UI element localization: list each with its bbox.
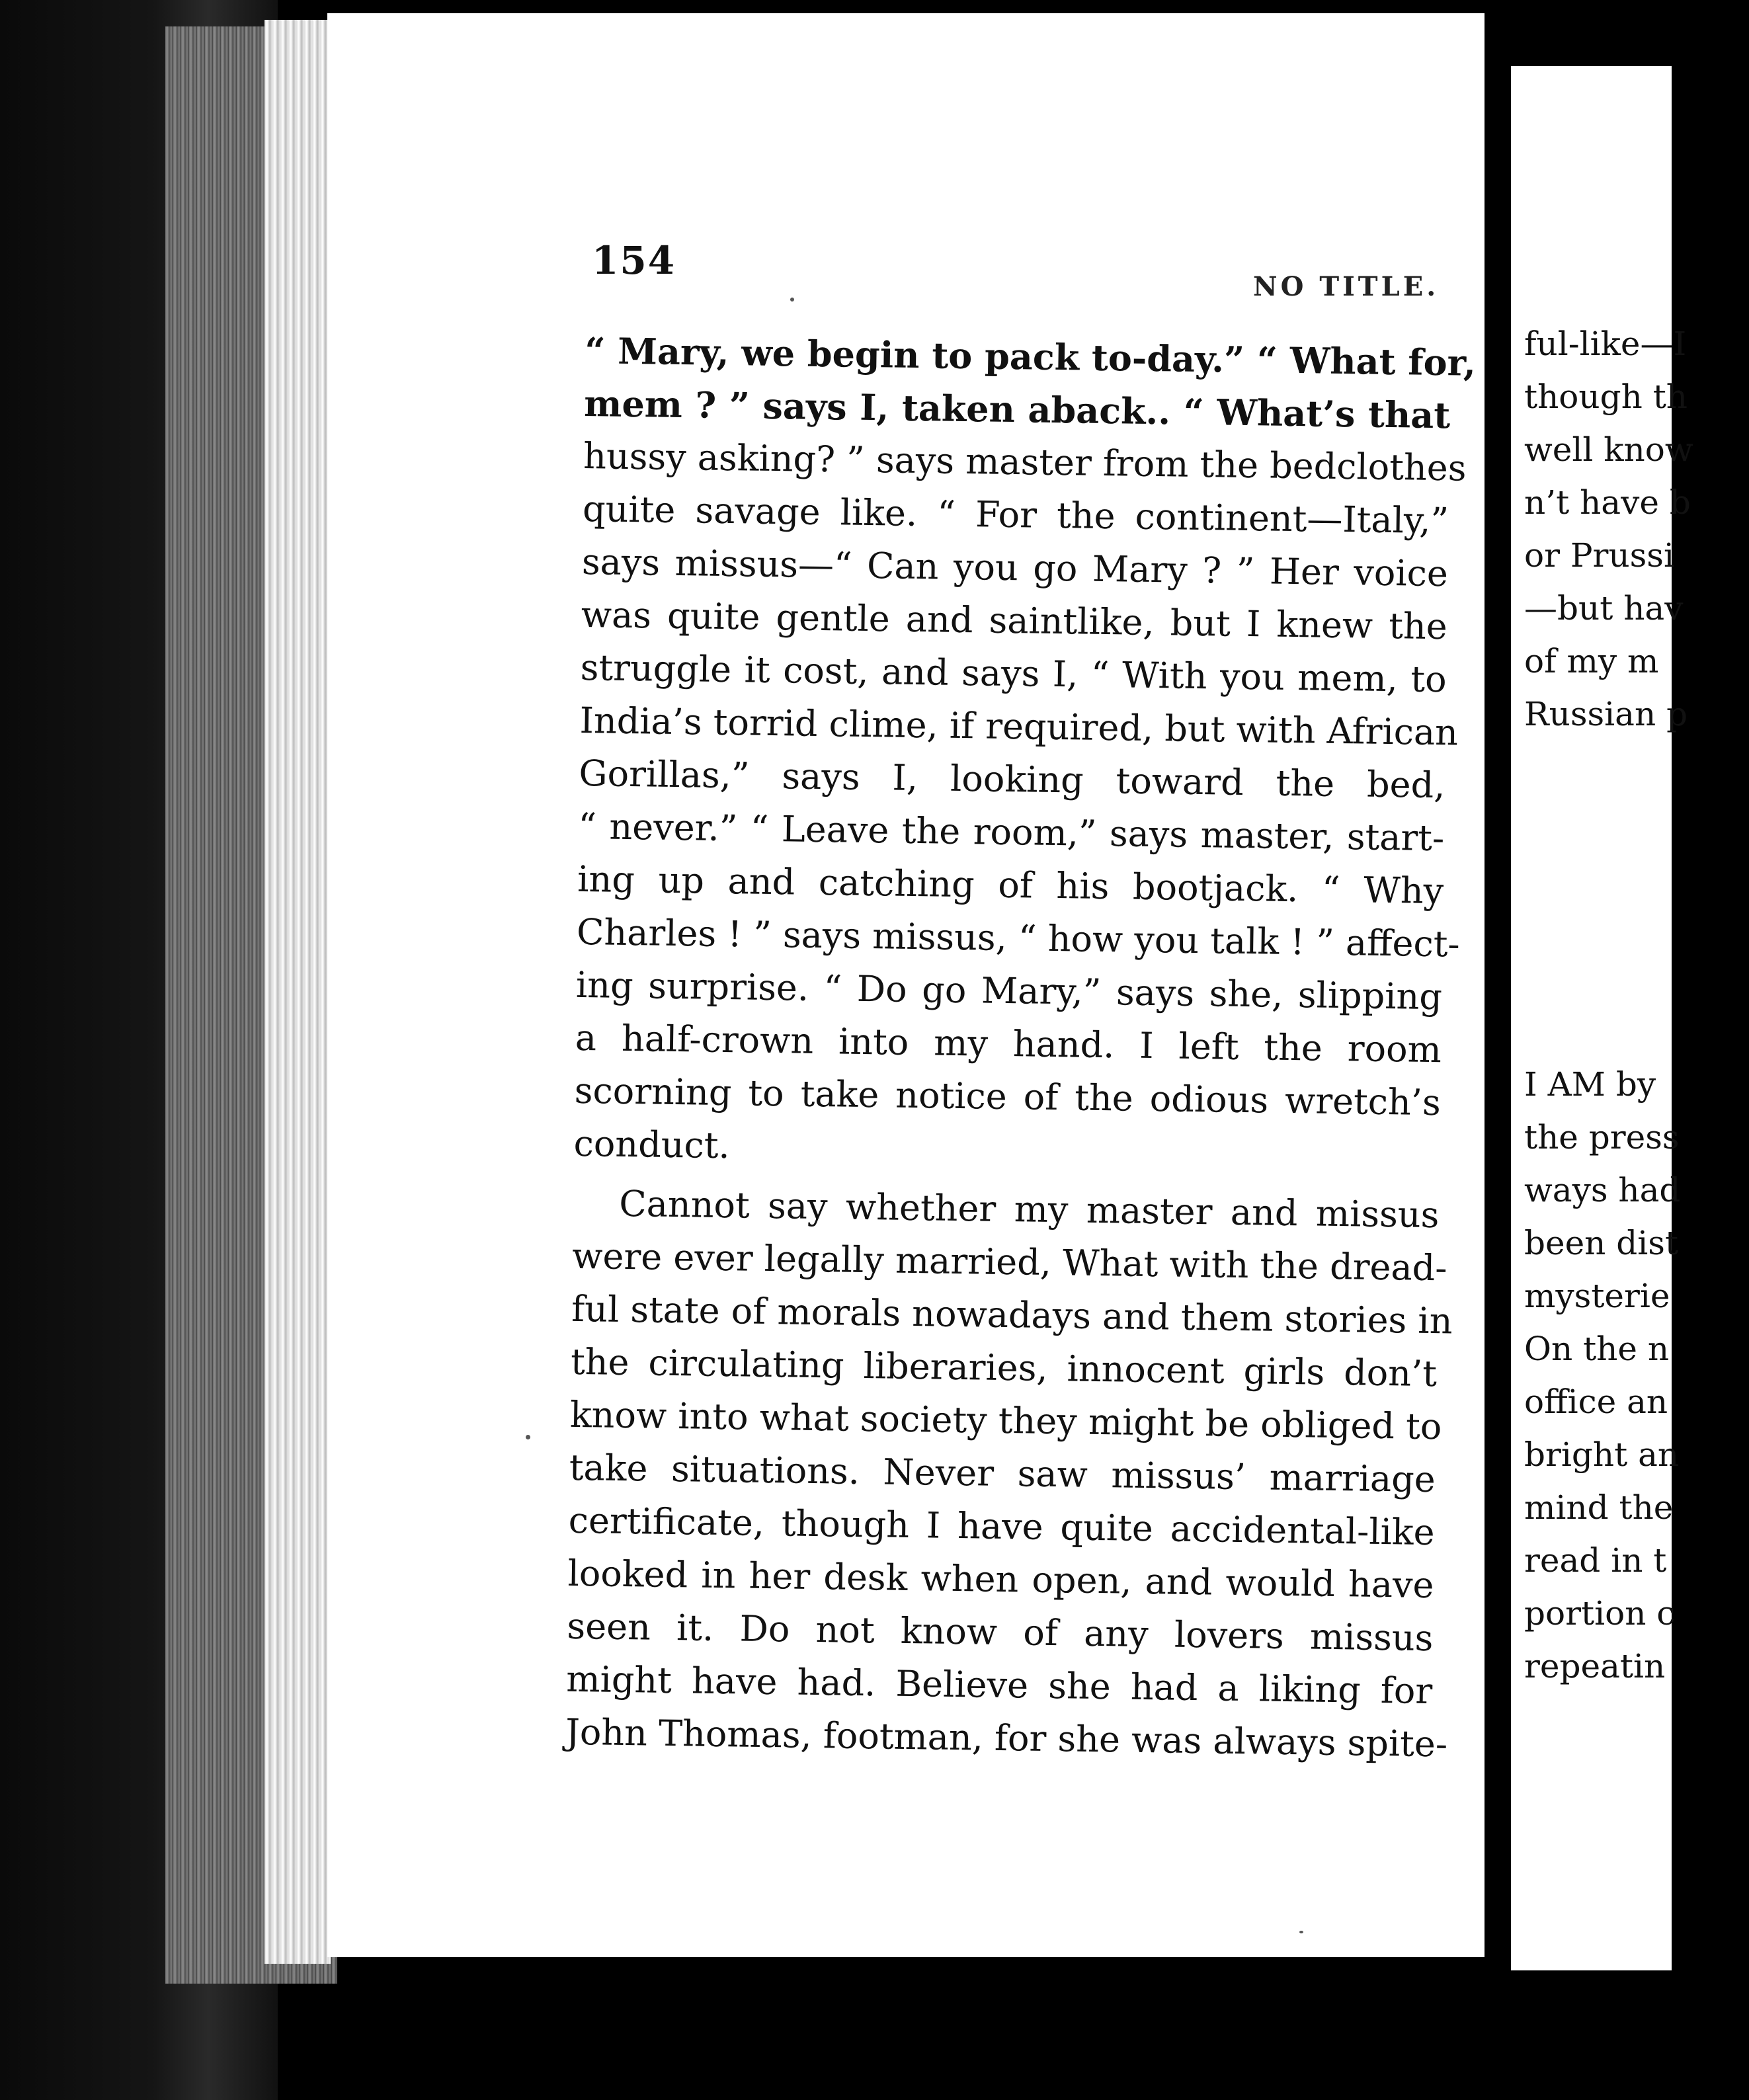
text-line: India’s torrid clime, if required, but with African: [579, 699, 1459, 754]
text-line: mind the: [1524, 1488, 1674, 1527]
print-speck: [1299, 1931, 1303, 1933]
text-line: though th: [1524, 378, 1688, 416]
paragraph-1: [573, 324, 1477, 1182]
text-line: were ever legally married, What with the dread-: [571, 1234, 1447, 1289]
running-head: [592, 238, 1471, 302]
paragraph-2: [565, 1177, 1453, 1771]
text-line: hussy asking? ” says master from the bedclothes: [583, 434, 1467, 489]
text-line: of my m: [1524, 642, 1659, 680]
text-line: —but hav: [1524, 589, 1684, 627]
text-line: the press: [1524, 1118, 1680, 1156]
text-line: repeatin: [1524, 1647, 1666, 1685]
text-line: office an: [1524, 1383, 1668, 1421]
text-line: Cannot say whether my master and missus: [618, 1182, 1440, 1236]
left-page: [327, 13, 1485, 1957]
text-line: Russian p: [1524, 695, 1688, 733]
text-line: says missus—“ Can you go Mary ? ” Her voice: [581, 540, 1449, 595]
text-line: bright an: [1524, 1435, 1680, 1474]
right-text-block-2: [1524, 1058, 1749, 1693]
text-line: mysterie: [1524, 1277, 1670, 1315]
text-line: know into what society they might be obliged to: [569, 1393, 1442, 1448]
text-line: n’t have b: [1524, 483, 1691, 522]
text-line: portion c: [1524, 1594, 1676, 1633]
text-line: well know: [1524, 430, 1693, 469]
text-line: ing surprise. “ Do go Mary,” says she, slipping: [575, 963, 1443, 1018]
text-line: struggle it cost, and says I, “ With you mem, to: [580, 646, 1447, 701]
text-line: certificate, though I have quite accidental-like: [568, 1499, 1436, 1554]
text-line: was quite gentle and saintlike, but I knew the: [581, 593, 1448, 648]
body-text: [565, 324, 1477, 1771]
print-speck: [790, 298, 794, 302]
text-line: ful-like—I: [1524, 325, 1687, 363]
text-line: Charles ! ” says missus, “ how you talk ! ” affect-: [576, 910, 1461, 965]
text-line: mem ? ” says I, taken aback.. “ What’s that: [583, 382, 1451, 437]
text-line: “ Mary, we begin to pack to-day.” “ What for,: [584, 329, 1477, 384]
text-line: ways had: [1524, 1171, 1681, 1209]
text-line: Gorillas,” says I, looking toward the bed,: [579, 752, 1445, 807]
text-line: or Prussi: [1524, 536, 1674, 575]
text-line: looked in her desk when open, and would have: [567, 1552, 1434, 1607]
text-line: quite savage like. “ For the continent—Italy,”: [582, 487, 1449, 542]
text-line: ful state of morals nowadays and them stories in: [571, 1287, 1453, 1342]
text-line: been dist: [1524, 1224, 1679, 1262]
page-edges-light: [264, 20, 331, 1964]
text-line: On the n: [1524, 1330, 1670, 1368]
book-gutter: [1485, 13, 1511, 1997]
right-page-fragment: [1511, 66, 1693, 1970]
text-line: “ never.” “ Leave the room,” says master, start-: [577, 805, 1445, 860]
text-line: read in t: [1524, 1541, 1667, 1580]
page-number: 154: [592, 238, 676, 283]
print-speck: [526, 1435, 530, 1439]
text-line: might have had. Believe she had a liking for: [565, 1658, 1433, 1713]
text-line: scorning to take notice of the odious wretch’s: [574, 1069, 1442, 1124]
text-line: a half-crown into my hand. I left the room: [575, 1016, 1442, 1071]
text-line: conduct.: [573, 1122, 731, 1167]
text-line: John Thomas, footman, for she was always spite-: [565, 1711, 1448, 1765]
text-line: the circulating liberaries, innocent girls don’t: [570, 1340, 1438, 1395]
running-title: NO TITLE.: [1253, 271, 1440, 302]
text-line: seen it. Do not know of any lovers missus: [567, 1605, 1434, 1660]
text-line: ing up and catching of his bootjack. “ Why: [577, 858, 1444, 912]
text-line: take situations. Never saw missus’ marriage: [569, 1446, 1436, 1501]
right-text-block-1: [1524, 317, 1749, 741]
text-line: I AM by: [1524, 1065, 1656, 1104]
